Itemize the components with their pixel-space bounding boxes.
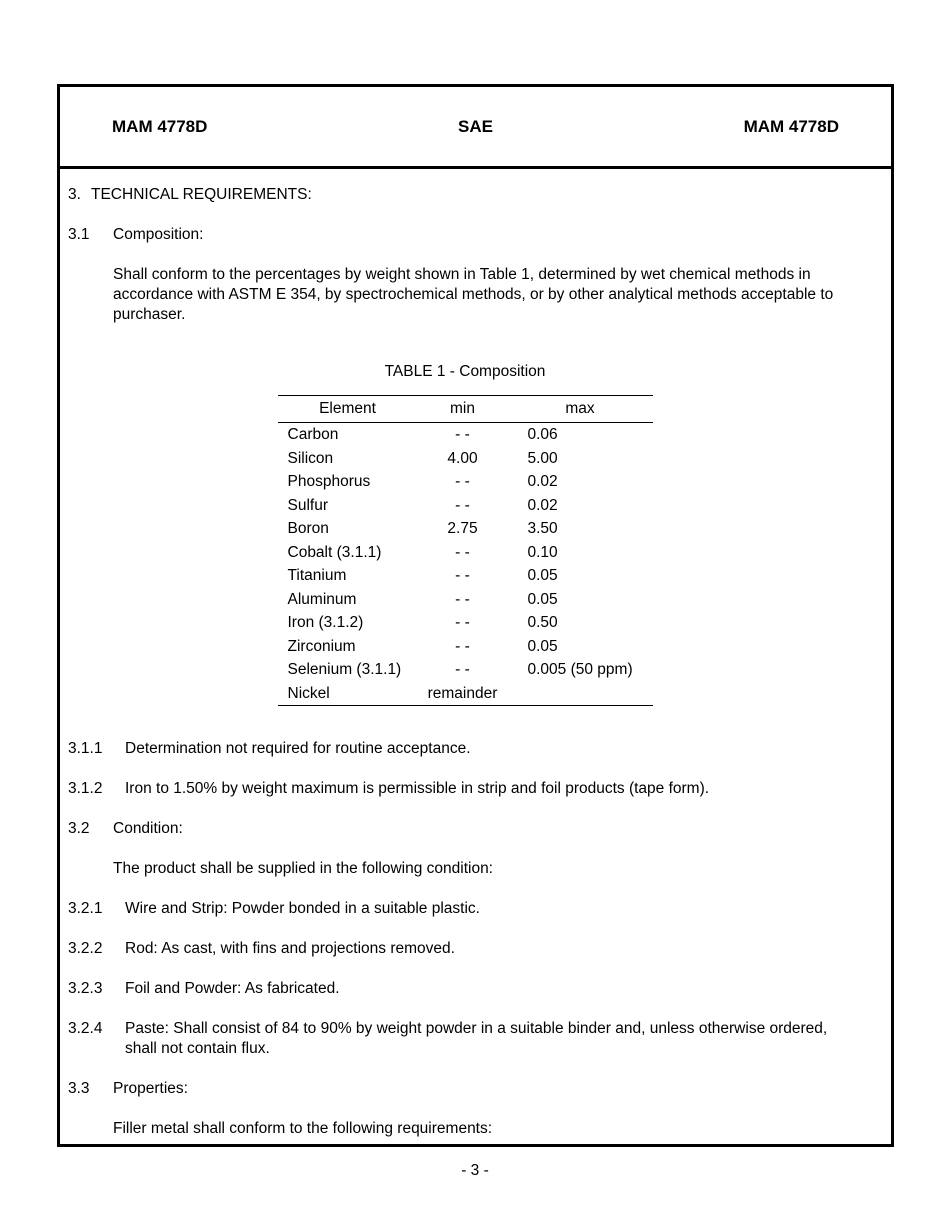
table-header-element: Element: [319, 400, 376, 417]
table-row: [278, 541, 653, 565]
table-cell-max: 5.00: [527, 449, 558, 467]
table-cell-min: - -: [455, 637, 470, 655]
section-3-3-heading: [68, 1079, 862, 1099]
table-cell-max: 0.02: [527, 496, 558, 514]
table-header-max: max: [565, 400, 595, 417]
org-name: SAE: [458, 116, 493, 136]
section-number: 3.3: [68, 1080, 90, 1097]
table-cell-min: - -: [455, 473, 470, 490]
clause-3-1-1: [68, 739, 862, 759]
doc-number-right: MAM 4778D: [743, 116, 839, 136]
section-3-heading: [68, 185, 862, 205]
section-number: 3.2.1: [68, 900, 103, 917]
paragraph-properties: Filler metal shall conform to the following requirements:: [113, 1120, 493, 1137]
clause-3-2-1: [68, 899, 862, 919]
clause-3-2-2: [68, 939, 862, 959]
section-number: 3.1.1: [68, 740, 103, 757]
table-cell-element: Iron (3.1.2): [287, 614, 364, 631]
table-row: [278, 682, 653, 706]
section-number: 3.2.3: [68, 980, 103, 997]
section-title: TECHNICAL REQUIREMENTS:: [91, 186, 312, 203]
table-cell-max: 0.005 (50 ppm): [527, 661, 633, 678]
clause-3-2-4: [68, 1019, 862, 1059]
table-row: [278, 564, 653, 588]
section-number: 3.1: [68, 226, 90, 243]
section-3-1-heading: [68, 225, 862, 245]
doc-number-left: MAM 4778D: [112, 116, 208, 136]
table-cell-element: Zirconium: [287, 637, 356, 655]
section-number: 3.2.4: [68, 1020, 103, 1037]
table-header-row: [278, 396, 653, 423]
table-cell-element: Selenium (3.1.1): [287, 661, 402, 678]
table-cell-element: Silicon: [287, 449, 334, 467]
table-row: [278, 447, 653, 471]
section-title: Condition:: [113, 820, 183, 837]
section-number: 3.2: [68, 820, 90, 837]
table-row: [278, 423, 653, 447]
table-row: [278, 517, 653, 541]
section-title: Composition:: [113, 226, 204, 243]
composition-table: [278, 395, 653, 706]
table-header-min: min: [450, 400, 475, 417]
clause-text: Determination not required for routine acceptance.: [125, 740, 471, 757]
table-cell-min: remainder: [427, 684, 498, 702]
paragraph-composition: Shall conform to the percentages by weight shown in Table 1, determined by wet chemical methods in accordance with ASTM E 354, by spectrochemical methods, or by other analytical methods acceptable to purchaser.: [113, 266, 834, 323]
section-number: 3.2.2: [68, 940, 103, 957]
table-cell-max: 0.50: [527, 614, 558, 631]
table-cell-max: 0.10: [527, 543, 558, 561]
table-cell-min: - -: [455, 567, 470, 584]
table-cell-min: - -: [455, 543, 470, 561]
table-row: [278, 588, 653, 612]
clause-3-1-2: [68, 779, 862, 799]
document-body: [60, 169, 891, 1139]
section-title: Properties:: [113, 1080, 188, 1097]
clause-3-2-3: [68, 979, 862, 999]
page-border: [57, 84, 894, 1147]
section-3-2-heading: [68, 819, 862, 839]
table-row: [278, 658, 653, 682]
section-number: 3.: [68, 186, 81, 203]
clause-text: Paste: Shall consist of 84 to 90% by weight powder in a suitable binder and, unless otherwise ordered, shall not contain flux.: [125, 1020, 828, 1057]
table-cell-max: 0.02: [527, 473, 558, 490]
table-cell-element: Carbon: [287, 426, 339, 443]
table-cell-element: Phosphorus: [287, 473, 371, 490]
table-cell-min: - -: [455, 614, 470, 631]
clause-text: Iron to 1.50% by weight maximum is permissible in strip and foil products (tape form).: [125, 780, 710, 797]
table-cell-max: 3.50: [527, 520, 558, 537]
clause-text: Wire and Strip: Powder bonded in a suitable plastic.: [125, 900, 480, 917]
table-row: [278, 470, 653, 494]
table-cell-min: - -: [455, 426, 470, 443]
table-cell-min: 4.00: [447, 449, 478, 467]
table-cell-min: - -: [455, 590, 470, 608]
table-cell-element: Sulfur: [287, 496, 328, 514]
page-header: [60, 87, 891, 169]
paragraph-condition: The product shall be supplied in the following condition:: [113, 860, 493, 877]
table-cell-max: 0.05: [527, 590, 558, 608]
table-cell-max: [508, 682, 653, 706]
table-row: [278, 611, 653, 635]
table-cell-max: 0.05: [527, 637, 558, 655]
table-row: [278, 494, 653, 518]
table-cell-element: Aluminum: [287, 590, 357, 608]
page-number: - 3 -: [461, 1162, 489, 1179]
clause-text: Foil and Powder: As fabricated.: [125, 980, 340, 997]
table-cell-max: 0.05: [527, 567, 558, 584]
table-cell-element: Cobalt (3.1.1): [287, 543, 382, 561]
section-number: 3.1.2: [68, 780, 103, 797]
table-cell-max: 0.06: [527, 426, 558, 443]
table-cell-element: Nickel: [287, 684, 330, 702]
table-cell-min: - -: [455, 661, 470, 678]
table-title: TABLE 1 - Composition: [384, 363, 546, 380]
table-cell-element: Titanium: [287, 567, 347, 584]
table-row: [278, 635, 653, 659]
composition-table-block: [278, 362, 653, 706]
table-cell-min: 2.75: [447, 520, 478, 537]
clause-text: Rod: As cast, with fins and projections removed.: [125, 940, 455, 957]
table-cell-element: Boron: [287, 520, 329, 537]
table-cell-min: - -: [455, 496, 470, 514]
